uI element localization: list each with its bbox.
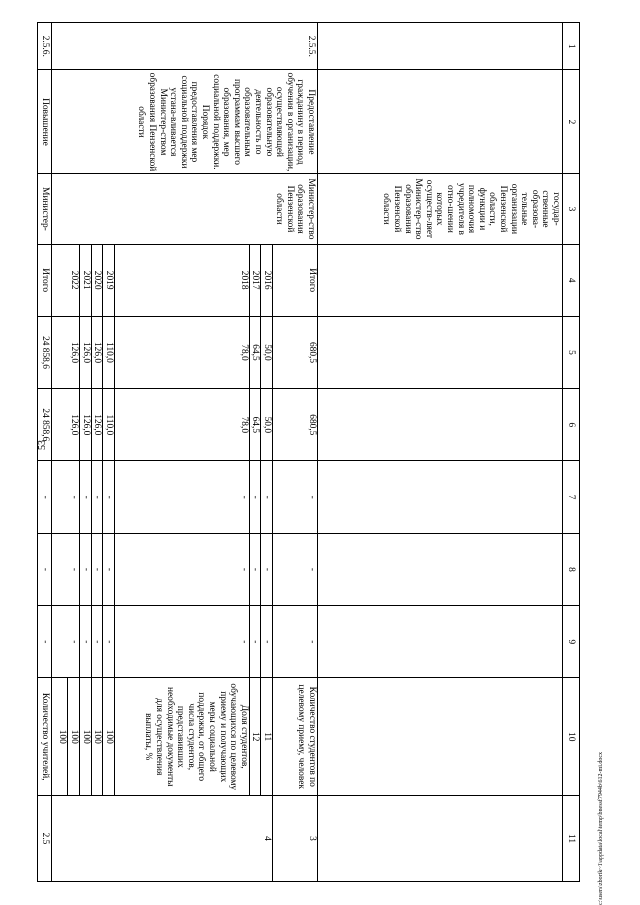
header-col-6: 6 — [563, 389, 580, 461]
col8-2020: - — [91, 534, 103, 605]
col6-total: 680,5 — [273, 389, 318, 460]
cont-cell-10 — [318, 678, 563, 796]
header-col-4: 4 — [563, 244, 580, 316]
year-2016: 2016 — [261, 245, 273, 316]
row-number: 2.5.5. — [52, 23, 318, 70]
executor: Министер- — [38, 174, 52, 244]
share-value-4: 100 — [68, 678, 80, 795]
col8-2016: - — [261, 534, 273, 605]
year-2020: 2020 — [91, 245, 103, 316]
col5-2021: 126,0 — [80, 317, 92, 388]
cont-cell-7 — [318, 461, 563, 533]
year-2019: 2019 — [103, 245, 115, 316]
col6-2021: 126,0 — [80, 389, 92, 460]
col9-2016: - — [261, 606, 273, 677]
continuation-row — [318, 23, 563, 882]
indicator-value-2017: 11 — [261, 678, 273, 795]
col9-values — [68, 606, 317, 677]
row-number: 2.5.6. — [38, 23, 52, 70]
col6-2020: 126,0 — [91, 389, 103, 460]
indicator-students-share: Доля студентов, обучающихся по целевому приему и получающих меры социальной поддержки, от общего числа студентов, представивших необходимые документы для осуществления выплаты, % — [114, 678, 249, 795]
col8-values — [68, 534, 317, 605]
col7-2021: - — [80, 461, 92, 532]
cont-cell-11 — [318, 796, 563, 882]
cont-cell-6 — [318, 389, 563, 461]
col5-2022: 126,0 — [69, 341, 80, 364]
cont-cell-4 — [318, 244, 563, 316]
col8-2018: - — [114, 534, 249, 605]
col5-2016: 50,0 — [261, 317, 273, 388]
share-value-2: 100 — [91, 678, 103, 795]
col8-total: - — [38, 533, 52, 605]
col6-values — [68, 389, 317, 460]
col11-ref-2: 4 — [262, 836, 272, 841]
cont-executor-text: государ-ственные образова-тельные организации Пензенской области, функции и полномочия учредителя в отно-шении которых осуществ-ляет Министер-ство образования Пензенской области — [318, 174, 563, 244]
col8-2019: - — [103, 534, 115, 605]
share-value-1: 100 — [103, 678, 115, 795]
col7-2022: - — [69, 495, 80, 499]
col6-total: 24 858,6 — [38, 389, 52, 461]
col9-2019: - — [103, 606, 115, 677]
col7-2020: - — [91, 461, 103, 532]
share-value-3: 100 — [80, 678, 92, 795]
cont-cell-8 — [318, 533, 563, 605]
col8-2021: - — [80, 534, 92, 605]
cont-cell-5 — [318, 316, 563, 388]
col6-2017: 64,5 — [249, 389, 261, 460]
year-2017: 2017 — [249, 245, 261, 316]
header-col-2: 2 — [563, 70, 580, 174]
cont-cell-9 — [318, 606, 563, 678]
indicators-list — [57, 678, 317, 795]
col9-cell — [52, 606, 318, 678]
col11-ref-1: 3 — [273, 796, 318, 881]
col9-total: - — [273, 606, 318, 677]
header-col-10: 10 — [563, 678, 580, 796]
col5-2017: 64,5 — [249, 317, 261, 388]
col6-2019: 110,0 — [103, 389, 115, 460]
col9-2021: - — [80, 606, 92, 677]
col9-2020: - — [91, 606, 103, 677]
header-col-5: 5 — [563, 316, 580, 388]
col8-2017: - — [249, 534, 261, 605]
years-list — [68, 245, 317, 316]
header-col-3: 3 — [563, 174, 580, 244]
cont-cell-2 — [318, 70, 563, 174]
activity-name: Повышение — [38, 70, 52, 174]
col9-2017: - — [249, 606, 261, 677]
col5-2018: 78,0 — [114, 317, 249, 388]
col7-total: - — [273, 461, 318, 532]
header-col-8: 8 — [563, 533, 580, 605]
indicator-teachers-count: Количество учителей, — [38, 678, 52, 796]
year-total: Итого — [273, 245, 318, 316]
footer-file-path: c:\users\zborik~1\appdata\local\temp\bnessf7944b\612-mi.docx — [598, 751, 604, 905]
col11-values — [52, 796, 317, 881]
indicators-cell — [52, 678, 318, 796]
share-value-5: 100 — [57, 729, 68, 744]
header-col-7: 7 — [563, 461, 580, 533]
table-row-2-5-5 — [52, 23, 318, 882]
activity-name: Предоставление гражданину в период обучения в организации, осуществляющей образовательную деятельность по образовательным программам высшего образования, мер социальной поддержки. Порядок предоставления мер социальной поддержки устана-вливается Министер-ством образования Пензенской области — [52, 70, 318, 174]
col11-ref: 2.5 — [38, 796, 52, 882]
column-number-row — [563, 23, 580, 882]
header-col-1: 1 — [563, 23, 580, 70]
col8-2022: - — [69, 567, 80, 572]
program-activities-table — [37, 22, 580, 882]
col9-2018: - — [114, 606, 249, 677]
col7-2019: - — [103, 461, 115, 532]
year-total: Итого — [38, 244, 52, 316]
col9-total: - — [38, 606, 52, 678]
col5-2020: 126,0 — [91, 317, 103, 388]
col6-2018: 78,0 — [114, 389, 249, 460]
col5-values — [68, 317, 317, 388]
page-number: 53 — [37, 440, 48, 450]
indicator-value-2018: 12 — [249, 678, 261, 795]
col5-total: 24 858,6 — [38, 316, 52, 388]
col5-cell — [52, 316, 318, 388]
col7-2018: - — [114, 461, 249, 532]
col9-2022: - — [69, 640, 80, 644]
col7-2016: - — [261, 461, 273, 532]
col6-cell — [52, 389, 318, 461]
col6-2016: 50,0 — [261, 389, 273, 460]
indicator-students-count: Количество студентов по целевому приему, человек — [273, 678, 318, 795]
col7-2017: - — [249, 461, 261, 532]
col7-total: - — [38, 461, 52, 533]
header-col-9: 9 — [563, 606, 580, 678]
col8-cell — [52, 533, 318, 605]
year-2018: 2018 — [114, 245, 249, 316]
header-col-11: 11 — [563, 796, 580, 882]
col8-total: - — [273, 534, 318, 605]
col11-cell — [52, 796, 318, 882]
year-2021: 2021 — [80, 245, 92, 316]
year-2022: 2022 — [69, 270, 80, 290]
table-row-2-5-6 — [38, 23, 52, 882]
col7-values — [68, 461, 317, 532]
years-cell — [52, 244, 318, 316]
executor: Министер-ство образования Пензенской области — [52, 174, 318, 244]
cont-cell-1 — [318, 23, 563, 70]
col5-total: 680,5 — [273, 317, 318, 388]
col7-cell — [52, 461, 318, 533]
col6-2022: 126,0 — [69, 414, 80, 436]
col5-2019: 110,0 — [103, 317, 115, 388]
